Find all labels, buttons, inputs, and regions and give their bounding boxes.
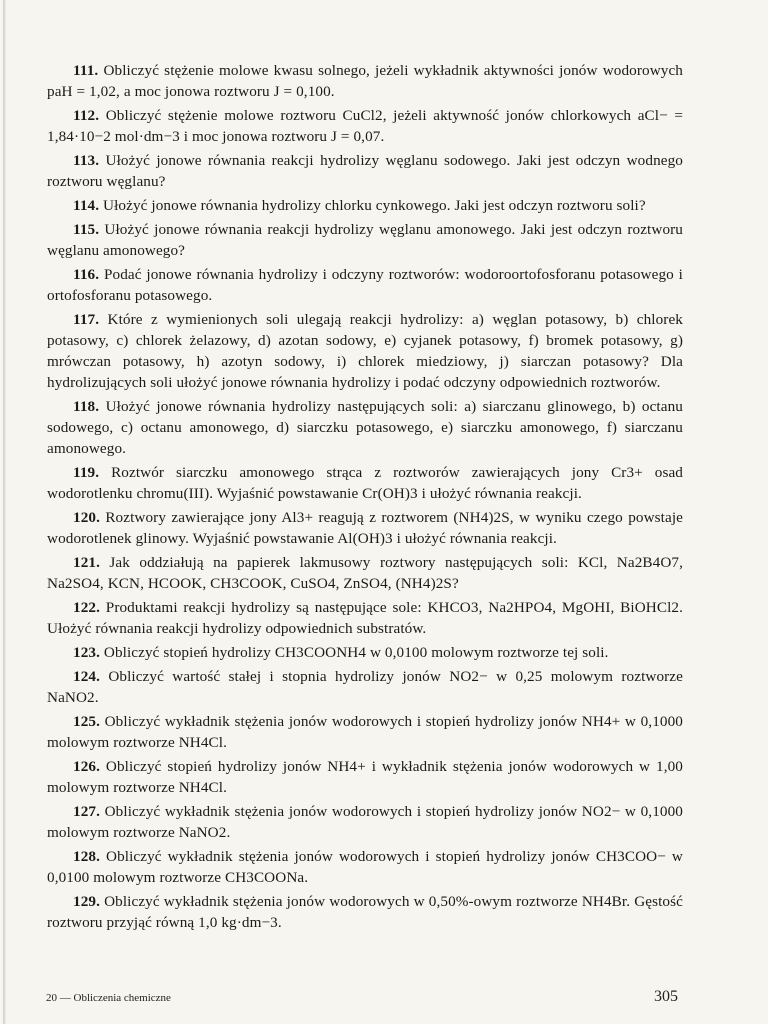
problem-number: 111. xyxy=(73,62,99,79)
problem-number: 121. xyxy=(73,554,100,571)
problem-126 xyxy=(47,756,683,798)
problem-112 xyxy=(47,105,683,147)
problem-number: 126. xyxy=(73,758,100,775)
problem-118 xyxy=(47,396,683,459)
page-binding-edge xyxy=(3,0,6,1024)
problem-number: 129. xyxy=(73,893,100,910)
problem-117 xyxy=(47,309,683,393)
problem-121 xyxy=(47,552,683,594)
problem-number: 124. xyxy=(73,668,100,685)
problem-number: 125. xyxy=(73,713,100,730)
problem-text: Obliczyć wykładnik stężenia jonów wodorowych i stopień hydrolizy jonów NO2− w 0,1000 molowym roztworze NaNO2. xyxy=(47,803,683,841)
problem-text: Obliczyć stopień hydrolizy jonów NH4+ i wykładnik stężenia jonów wodorowych w 1,00 molowym roztworze NH4Cl. xyxy=(47,758,683,796)
problem-text: Ułożyć jonowe równania hydrolizy następujących soli: a) siarczanu glinowego, b) octanu sodowego, c) octanu amonowego, d) siarczku potasowego, e) siarczku amonowego, f) siarczanu amonowego. xyxy=(47,398,683,457)
problem-text: Roztwór siarczku amonowego strąca z roztworów zawierających jony Cr3+ osad wodorotlenku chromu(III). Wyjaśnić powstawanie Cr(OH)3 i ułożyć równania reakcji. xyxy=(47,464,683,502)
problem-number: 128. xyxy=(73,848,100,865)
problem-text: Obliczyć wykładnik stężenia jonów wodorowych w 0,50%-owym roztworze NH4Br. Gęstość roztworu przyjąć równą 1,0 kg·dm−3. xyxy=(47,893,683,931)
problem-text: Obliczyć stężenie molowe kwasu solnego, jeżeli wykładnik aktywności jonów wodorowych paH = 1,02, a moc jonowa roztworu J = 0,100. xyxy=(47,62,683,100)
problem-text: Które z wymienionych soli ulegają reakcji hydrolizy: a) węglan potasowy, b) chlorek potasowy, c) chlorek żelazowy, d) azotan sodowy, e) cyjanek potasowy, f) bromek potasowy, g) mrówczan potasowy, h) azotyn sodowy, i) chlorek miedziowy, j) siarczan potasowy? Dla hydrolizujących soli ułożyć jonowe równania hydrolizy i podać odczyny odpowiednich roztworów. xyxy=(47,311,683,391)
running-footer: 20 — Obliczenia chemiczne xyxy=(46,992,171,1004)
problem-text: Roztwory zawierające jony Al3+ reagują z roztworem (NH4)2S, w wyniku czego powstaje wodorotlenek glinowy. Wyjaśnić powstawanie Al(OH)3 i ułożyć równania reakcji. xyxy=(47,509,683,547)
problem-113 xyxy=(47,150,683,192)
problem-text: Obliczyć wykładnik stężenia jonów wodorowych i stopień hydrolizy jonów CH3COO− w 0,0100 molowym roztworze CH3COONa. xyxy=(47,848,683,886)
page-number: 305 xyxy=(654,988,678,1005)
problem-text: Ułożyć jonowe równania hydrolizy chlorku cynkowego. Jaki jest odczyn roztworu soli? xyxy=(103,197,646,214)
problem-text: Obliczyć wykładnik stężenia jonów wodorowych i stopień hydrolizy jonów NH4+ w 0,1000 molowym roztworze NH4Cl. xyxy=(47,713,683,751)
problem-list xyxy=(47,60,683,936)
problem-text: Ułożyć jonowe równania reakcji hydrolizy węglanu amonowego. Jaki jest odczyn roztworu węglanu amonowego? xyxy=(47,221,683,259)
problem-122 xyxy=(47,597,683,639)
problem-number: 120. xyxy=(73,509,100,526)
problem-number: 112. xyxy=(73,107,100,124)
problem-111 xyxy=(47,60,683,102)
problem-125 xyxy=(47,711,683,753)
problem-number: 117. xyxy=(73,311,100,328)
problem-text: Obliczyć stężenie molowe roztworu CuCl2, jeżeli aktywność jonów chlorkowych aCl− = 1,84·10−2 mol·dm−3 i moc jonowa roztworu J = 0,07. xyxy=(47,107,683,145)
problem-text: Podać jonowe równania hydrolizy i odczyny roztworów: wodoroortofosforanu potasowego i ortofosforanu potasowego. xyxy=(47,266,683,304)
problem-text: Produktami reakcji hydrolizy są następujące sole: KHCO3, Na2HPO4, MgOHI, BiOHCl2. Ułożyć równania reakcji hydrolizy odpowiednich substratów. xyxy=(47,599,684,637)
problem-number: 119. xyxy=(73,464,100,481)
problem-115 xyxy=(47,219,683,261)
problem-number: 114. xyxy=(73,197,100,214)
problem-128 xyxy=(47,846,683,888)
problem-number: 118. xyxy=(73,398,100,415)
problem-116 xyxy=(47,264,683,306)
problem-124 xyxy=(47,666,683,708)
problem-text: Ułożyć jonowe równania reakcji hydrolizy węglanu sodowego. Jaki jest odczyn wodnego roztworu węglanu? xyxy=(47,152,683,190)
problem-120 xyxy=(47,507,683,549)
problem-119 xyxy=(47,462,683,504)
problem-114 xyxy=(47,195,683,216)
problem-number: 115. xyxy=(73,221,100,238)
problem-text: Obliczyć stopień hydrolizy CH3COONH4 w 0,0100 molowym roztworze tej soli. xyxy=(103,644,609,661)
problem-text: Obliczyć wartość stałej i stopnia hydrolizy jonów NO2− w 0,25 molowym roztworze NaNO2. xyxy=(47,668,683,706)
problem-number: 123. xyxy=(73,644,100,661)
problem-127 xyxy=(47,801,683,843)
problem-text: Jak oddziałują na papierek lakmusowy roztwory następujących soli: KCl, Na2B4O7, Na2SO4, KCN, HCOOK, CH3COOK, CuSO4, ZnSO4, (NH4)2S? xyxy=(47,554,683,592)
problem-number: 122. xyxy=(73,599,100,616)
problem-number: 116. xyxy=(73,266,100,283)
problem-129 xyxy=(47,891,683,933)
problem-123 xyxy=(47,642,683,663)
problem-number: 113. xyxy=(73,152,100,169)
problem-number: 127. xyxy=(73,803,100,820)
